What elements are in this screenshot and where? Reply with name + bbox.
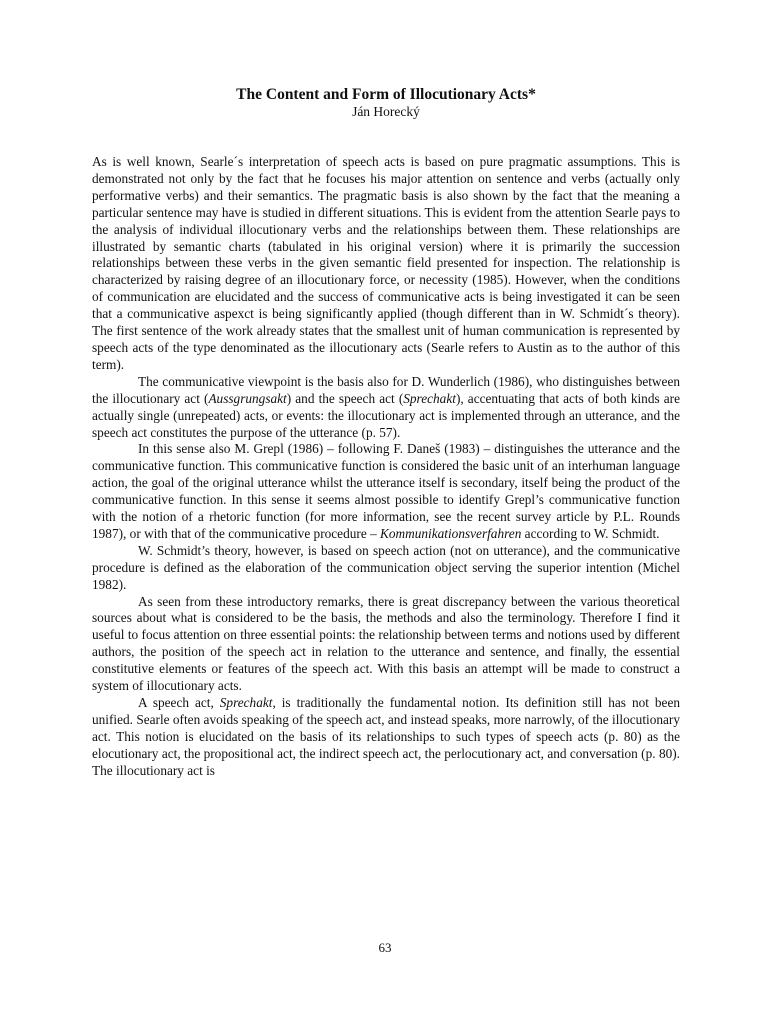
- paragraph: [92, 695, 680, 780]
- paragraph-text: W. Schmidt’s theory, however, is based on speech action (not on utterance), and the communicative procedure is defined as the elaboration of the communication object serving the superior intention (Michel 1982).: [92, 542, 680, 592]
- paragraph: [92, 441, 680, 542]
- paragraph-text: ) and the speech act (: [286, 390, 404, 406]
- paragraph: [92, 594, 680, 695]
- paragraph: [92, 154, 680, 374]
- paragraph-text: As is well known, Searle´s interpretation of speech acts is based on pure pragmatic assumptions. This is demonstrated not only by the fact that he focuses his major attention on sentence and verbs (actually only performative verbs) and their semantics. The pragmatic basis is also shown by the fact that the meaning a particular sentence may have is studied in different situations. This is evident from the attention Searle pays to the analysis of individual illocutionary verbs and the relationships between them. These relationships are illustrated by semantic charts (tabulated in his original version) where it is primarily the succession relationships between these verbs in the given semantic field presented for inspection. The relationship is characterized by raising degree of an illocutionary force, or necessity (1985). However, when the conditions of communication are elucidated and the success of communicative acts is being investigated it can be seen that a communicative aspexct is being significantly applied (though different than in W. Schmidt´s theory). The first sentence of the work already states that the smallest unit of human communication is represented by speech acts of the type denominated as the illocutionary acts (Searle refers to Austin as to the author of this term).: [92, 154, 680, 372]
- page-number: 63: [378, 940, 392, 955]
- paragraph: [92, 543, 680, 594]
- italic-term: Sprechakt: [219, 695, 273, 710]
- paragraph-text: , is traditionally the fundamental notion. Its definition still has not been unified. Searle often avoids speaking of the speech act, and instead speaks, more narrowly, of the illocutionary act. This notion is elucidated on the basis of its relationships to such types of speech acts (p. 80) as the elocutionary act, the propositional act, the indirect speech act, the perlocutionary act, and conversation (p. 80). The illocutionary act is: [92, 695, 681, 778]
- italic-term: Kommunikationsverfahren: [380, 525, 522, 541]
- italic-term: Aussgrungsakt: [208, 390, 287, 406]
- document-title: The Content and Form of Illocutionary Acts*: [236, 86, 536, 103]
- body-text: [92, 154, 680, 780]
- paragraph-text: The communicative viewpoint is the basis also for D. Wunderlich (1986), who distinguishes between the illocutionary act (: [92, 373, 680, 406]
- page-content: [92, 86, 680, 780]
- paragraph: [92, 374, 680, 442]
- paragraph-text: according to W. Schmidt.: [521, 525, 660, 541]
- italic-term: Sprechakt: [403, 390, 456, 406]
- paragraph-text: A speech act,: [138, 695, 220, 710]
- document-author: Ján Horecký: [352, 104, 420, 119]
- paragraph-text: ), accentuating that acts of both kinds are actually single (unrepeated) acts, or events: the illocutionary act is implemented through an utterance, and the speech act constitutes the purpose of the utterance (p. 57).: [92, 390, 680, 440]
- paragraph-text: As seen from these introductory remarks, there is great discrepancy between the various theoretical sources about what is considered to be the basis, the methods and also the terminology. Therefore I find it useful to focus attention on three essential points: the relationship between terms and notions used by different authors, the position of the speech act in relation to the utterance and sentence, and finally, the essential constitutive elements or features of the speech act. With this basis an attempt will be made to construct a system of illocutionary acts.: [92, 593, 680, 694]
- paragraph-text: In this sense also M. Grepl (1986) – following F. Daneš (1983) – distinguishes the utterance and the communicative function. This communicative function is considered the basic unit of an interhuman language action, the goal of the original utterance whilst the utterance itself is secondary, itself being the product of the communicative function. In this sense it seems almost possible to identify Grepl’s communicative function with the notion of a rhetoric function (for more information, see the recent survey article by P.L. Rounds 1987), or with that of the communicative procedure –: [92, 441, 680, 541]
